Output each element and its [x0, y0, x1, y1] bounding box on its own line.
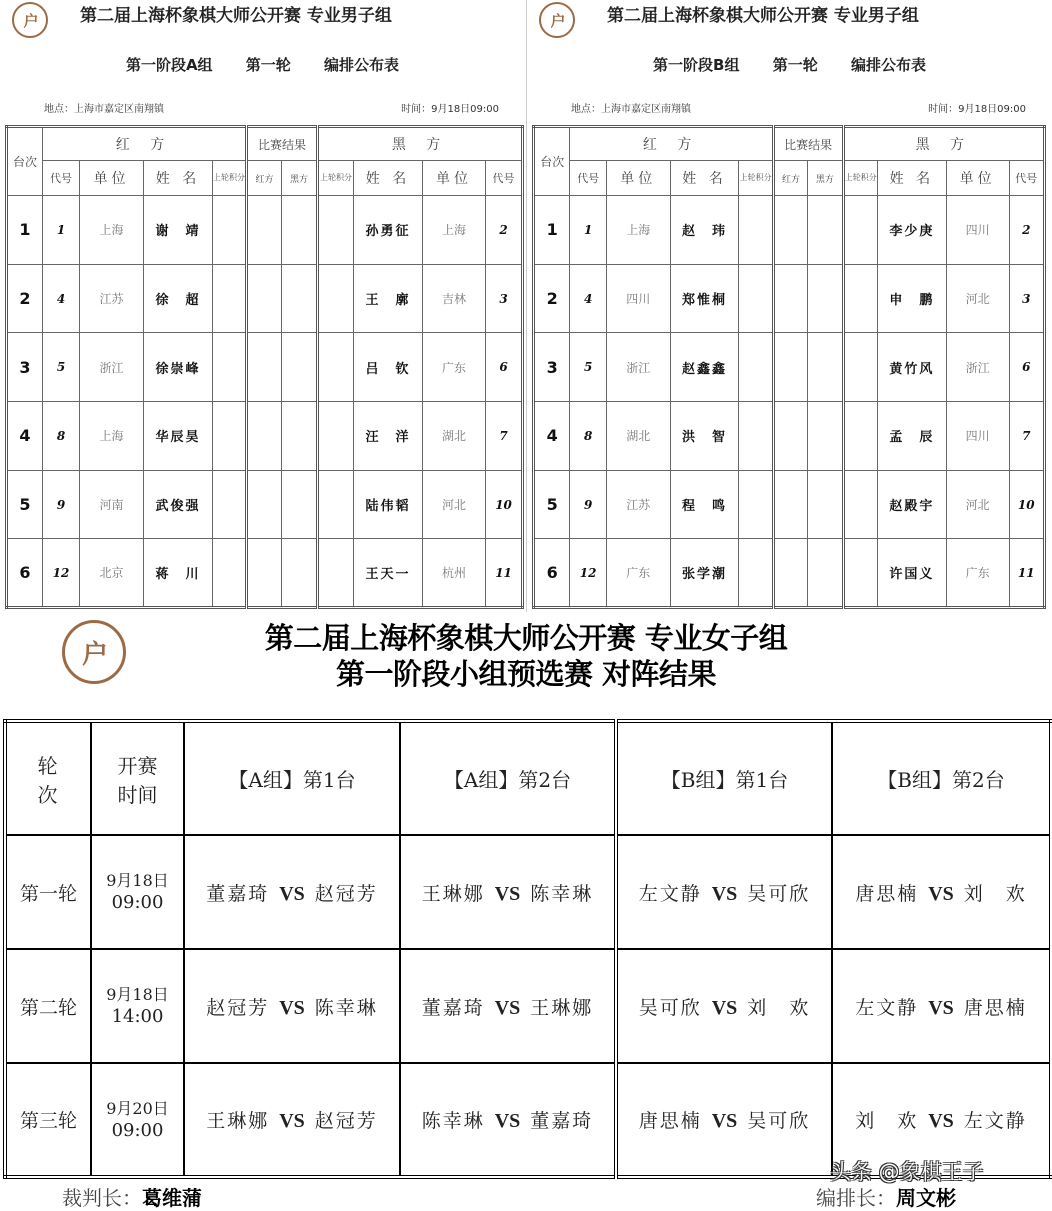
red-prev-score — [739, 264, 773, 333]
header-name: 姓 名 — [877, 161, 946, 196]
shanghai-cup-logo-icon: 户 — [12, 2, 48, 38]
red-player-name: 董嘉琦 — [421, 996, 485, 1019]
table-row — [534, 333, 1045, 402]
matchup-cell — [616, 949, 832, 1063]
red-unit: 上海 — [80, 196, 144, 265]
black-player-name: 董嘉琦 — [530, 1110, 594, 1132]
chief-arranger-name: 周文彬 — [896, 1186, 956, 1210]
red-code: 9 — [43, 470, 80, 539]
sheet-title: 第二届上海杯象棋大师公开赛 专业男子组 — [80, 6, 392, 26]
result-red-input[interactable] — [247, 196, 282, 265]
red-player-name: 唐思楠 — [855, 882, 919, 905]
black-prev-score — [843, 196, 877, 265]
header-result-red: 红方 — [247, 161, 282, 196]
black-player-name: 陈幸琳 — [530, 882, 594, 905]
header-start-time-line1: 开赛 — [117, 753, 158, 778]
black-unit: 广东 — [946, 539, 1009, 608]
black-player-name: 王 廓 — [354, 264, 423, 333]
matchup-cell — [616, 1063, 832, 1177]
round-label: 第一轮 — [245, 56, 291, 74]
result-red-input[interactable] — [247, 264, 282, 333]
red-prev-score — [213, 196, 247, 265]
red-unit: 浙江 — [80, 333, 144, 402]
start-clock: 09:00 — [111, 1119, 164, 1141]
red-unit: 江苏 — [80, 264, 144, 333]
result-red-input[interactable] — [247, 470, 282, 539]
black-player-name: 黄竹风 — [877, 333, 946, 402]
black-prev-score — [318, 402, 354, 471]
matchup-cell — [400, 949, 616, 1063]
matchup-cell — [832, 949, 1051, 1063]
header-code: 代号 — [486, 161, 523, 196]
red-unit: 四川 — [606, 264, 670, 333]
stage-label: 第一阶段B组 — [653, 56, 740, 74]
red-code: 4 — [570, 264, 606, 333]
black-unit: 广东 — [423, 333, 486, 402]
black-player-name: 孙勇征 — [354, 196, 423, 265]
black-code: 11 — [1009, 539, 1045, 608]
table-row — [7, 196, 523, 265]
black-code: 3 — [1009, 264, 1045, 333]
board-number: 1 — [534, 196, 570, 265]
black-code: 10 — [486, 470, 523, 539]
matchup-cell — [184, 949, 400, 1063]
red-player-name: 武俊强 — [144, 470, 213, 539]
red-code: 8 — [43, 402, 80, 471]
header-unit: 单位 — [80, 161, 144, 196]
black-code: 2 — [1009, 196, 1045, 265]
header-b-board-2: 【B组】第2台 — [832, 721, 1051, 835]
board-number: 1 — [7, 196, 43, 265]
vs-label: VS — [928, 1110, 954, 1132]
men-sheet-group-a — [0, 0, 525, 612]
red-player-name: 郑惟桐 — [670, 264, 739, 333]
header-code: 代号 — [1009, 161, 1045, 196]
black-code: 10 — [1009, 470, 1045, 539]
result-black-input[interactable] — [282, 333, 318, 402]
red-prev-score — [213, 264, 247, 333]
black-player-name: 左文静 — [963, 1110, 1027, 1132]
result-red-input[interactable] — [247, 402, 282, 471]
black-prev-score — [843, 470, 877, 539]
black-player-name: 陈幸琳 — [314, 996, 378, 1019]
start-time — [91, 949, 184, 1063]
pairing-table — [532, 125, 1046, 609]
black-code: 7 — [486, 402, 523, 471]
chief-arranger-label: 编排长： — [816, 1186, 896, 1210]
result-black-input[interactable] — [808, 264, 843, 333]
red-player-name: 左文静 — [855, 996, 919, 1019]
chief-arranger — [816, 1182, 956, 1211]
table-row — [534, 539, 1045, 608]
red-player-name: 唐思楠 — [638, 1110, 702, 1132]
vs-label: VS — [928, 996, 954, 1019]
matchup-cell — [184, 1063, 400, 1177]
red-prev-score — [739, 333, 773, 402]
black-prev-score — [843, 402, 877, 471]
red-unit: 北京 — [80, 539, 144, 608]
header-red-side: 红 方 — [43, 127, 247, 161]
header-name: 姓 名 — [354, 161, 423, 196]
result-black-input[interactable] — [808, 333, 843, 402]
red-prev-score — [739, 402, 773, 471]
red-code: 12 — [570, 539, 606, 608]
women-subtitle: 第一阶段小组预选赛 对阵结果 — [335, 657, 717, 691]
vs-label: VS — [494, 882, 521, 905]
red-player-name: 赵冠芳 — [206, 996, 270, 1019]
sheet-title: 第二届上海杯象棋大师公开赛 专业男子组 — [607, 6, 919, 26]
round-label: 第一轮 — [5, 835, 91, 949]
black-prev-score — [318, 264, 354, 333]
matchup-cell — [400, 835, 616, 949]
header-round: 轮 次 — [5, 721, 91, 835]
red-unit: 浙江 — [606, 333, 670, 402]
table-row — [534, 264, 1045, 333]
header-board: 台次 — [7, 127, 43, 196]
black-unit: 四川 — [946, 402, 1009, 471]
red-player-name: 王琳娜 — [206, 1110, 270, 1132]
table-row — [7, 264, 523, 333]
matchup-cell — [400, 1063, 616, 1177]
red-code: 1 — [570, 196, 606, 265]
red-code: 1 — [43, 196, 80, 265]
board-number: 5 — [534, 470, 570, 539]
header-b-board-1: 【B组】第1台 — [616, 721, 832, 835]
vs-label: VS — [711, 996, 738, 1019]
red-code: 12 — [43, 539, 80, 608]
table-row — [7, 470, 523, 539]
shanghai-cup-logo-icon: 户 — [62, 620, 126, 684]
header-a-board-1: 【A组】第1台 — [184, 721, 400, 835]
red-prev-score — [739, 196, 773, 265]
location-text: 地点：上海市嘉定区南翔镇 — [44, 104, 164, 115]
red-player-name: 张学潮 — [670, 539, 739, 608]
result-black-input[interactable] — [282, 539, 318, 608]
women-header — [0, 612, 1052, 712]
board-number: 4 — [7, 402, 43, 471]
watermark: 头条 @象棋王子 — [830, 1160, 984, 1184]
vs-label: VS — [279, 882, 305, 905]
red-player-name: 陈幸琳 — [421, 1110, 485, 1132]
table-row — [534, 470, 1045, 539]
board-number: 4 — [534, 402, 570, 471]
doc-label: 编排公布表 — [850, 56, 926, 74]
header-result-black: 黑方 — [282, 161, 318, 196]
vs-label: VS — [279, 996, 305, 1019]
black-prev-score — [843, 539, 877, 608]
chief-referee-name: 葛维蒲 — [142, 1186, 202, 1210]
red-player-name: 王琳娜 — [421, 882, 485, 905]
table-row — [7, 539, 523, 608]
red-code: 8 — [570, 402, 606, 471]
header-board: 台次 — [534, 127, 570, 196]
black-player-name: 赵殿宇 — [877, 470, 946, 539]
red-prev-score — [213, 470, 247, 539]
black-unit: 湖北 — [423, 402, 486, 471]
red-player-name: 吴可欣 — [638, 996, 702, 1019]
red-player-name: 蒋 川 — [144, 539, 213, 608]
black-prev-score — [318, 470, 354, 539]
round-label: 第一轮 — [772, 56, 818, 74]
vs-label: VS — [711, 1110, 738, 1132]
men-sheet-group-b — [526, 0, 1052, 612]
header-code: 代号 — [570, 161, 606, 196]
black-unit: 杭州 — [423, 539, 486, 608]
doc-label: 编排公布表 — [324, 56, 400, 74]
matchup-cell — [832, 835, 1051, 949]
header-result-red: 红方 — [773, 161, 807, 196]
header-prev-score: 上轮积分 — [318, 161, 354, 196]
black-code: 6 — [486, 333, 523, 402]
table-row — [5, 835, 1051, 949]
red-player-name: 徐 超 — [144, 264, 213, 333]
stage-label: 第一阶段A组 — [125, 56, 213, 74]
black-player-name: 王琳娜 — [530, 996, 594, 1019]
red-unit: 河南 — [80, 470, 144, 539]
black-prev-score — [843, 264, 877, 333]
red-unit: 上海 — [80, 402, 144, 471]
sheet-subtitle — [527, 54, 1052, 75]
header-name: 姓 名 — [670, 161, 739, 196]
result-red-input[interactable] — [773, 539, 807, 608]
red-unit: 上海 — [606, 196, 670, 265]
table-row — [534, 402, 1045, 471]
result-black-input[interactable] — [282, 264, 318, 333]
start-date: 9月18日 — [106, 985, 169, 1004]
black-player-name: 刘 欢 — [963, 882, 1027, 905]
pairing-table — [5, 125, 524, 609]
women-schedule-table — [3, 719, 1052, 1179]
shanghai-cup-logo-icon: 户 — [539, 2, 575, 38]
black-unit: 吉林 — [423, 264, 486, 333]
red-player-name: 谢 靖 — [144, 196, 213, 265]
red-player-name: 董嘉琦 — [206, 882, 270, 905]
board-number: 6 — [534, 539, 570, 608]
red-prev-score — [739, 470, 773, 539]
time-text: 时间：9月18日09:00 — [401, 104, 499, 115]
header-start-time-line2: 时间 — [117, 782, 158, 807]
women-title: 第二届上海杯象棋大师公开赛 专业女子组 — [264, 621, 788, 655]
black-prev-score — [318, 196, 354, 265]
result-red-input[interactable] — [773, 196, 807, 265]
matchup-cell — [184, 835, 400, 949]
black-player-name: 吴可欣 — [747, 882, 811, 905]
result-red-input[interactable] — [773, 402, 807, 471]
board-number: 3 — [7, 333, 43, 402]
black-unit: 河北 — [946, 264, 1009, 333]
start-clock: 09:00 — [111, 892, 164, 913]
red-prev-score — [213, 402, 247, 471]
chief-referee-label: 裁判长： — [62, 1186, 142, 1210]
board-number: 5 — [7, 470, 43, 539]
location-text: 地点：上海市嘉定区南翔镇 — [571, 104, 691, 115]
start-time — [91, 835, 184, 949]
result-red-input[interactable] — [247, 539, 282, 608]
vs-label: VS — [279, 1110, 305, 1132]
red-player-name: 赵鑫鑫 — [670, 333, 739, 402]
black-player-name: 吴可欣 — [747, 1110, 811, 1132]
red-player-name: 洪 智 — [670, 402, 739, 471]
black-unit: 四川 — [946, 196, 1009, 265]
black-player-name: 孟 辰 — [877, 402, 946, 471]
header-unit: 单位 — [946, 161, 1009, 196]
black-player-name: 唐思楠 — [963, 996, 1027, 1019]
round-label: 第二轮 — [5, 949, 91, 1063]
table-row — [5, 949, 1051, 1063]
black-unit: 河北 — [423, 470, 486, 539]
result-red-input[interactable] — [773, 470, 807, 539]
header-prev-score: 上轮积分 — [213, 161, 247, 196]
black-player-name: 吕 钦 — [354, 333, 423, 402]
result-red-input[interactable] — [773, 333, 807, 402]
board-number: 2 — [7, 264, 43, 333]
round-label: 第三轮 — [5, 1063, 91, 1177]
result-black-input[interactable] — [282, 196, 318, 265]
result-black-input[interactable] — [282, 402, 318, 471]
black-code: 7 — [1009, 402, 1045, 471]
header-result: 比赛结果 — [773, 127, 843, 161]
black-code: 11 — [486, 539, 523, 608]
black-prev-score — [318, 333, 354, 402]
red-player-name: 赵 玮 — [670, 196, 739, 265]
board-number: 2 — [534, 264, 570, 333]
vs-label: VS — [494, 1110, 521, 1132]
header-red-side: 红 方 — [570, 127, 773, 161]
header-code: 代号 — [43, 161, 80, 196]
black-code: 6 — [1009, 333, 1045, 402]
table-row — [7, 402, 523, 471]
red-unit: 广东 — [606, 539, 670, 608]
chief-referee — [62, 1182, 202, 1211]
red-player-name: 刘 欢 — [855, 1110, 919, 1132]
red-code: 4 — [43, 264, 80, 333]
black-unit: 浙江 — [946, 333, 1009, 402]
result-black-input[interactable] — [282, 470, 318, 539]
header-result: 比赛结果 — [247, 127, 318, 161]
black-player-name: 李少庚 — [877, 196, 946, 265]
start-clock: 14:00 — [111, 1006, 164, 1027]
board-number: 6 — [7, 539, 43, 608]
red-unit: 湖北 — [606, 402, 670, 471]
black-player-name: 许国义 — [877, 539, 946, 608]
result-black-input[interactable] — [808, 196, 843, 265]
result-black-input[interactable] — [808, 470, 843, 539]
black-prev-score — [843, 333, 877, 402]
vs-label: VS — [494, 996, 521, 1019]
red-code: 5 — [570, 333, 606, 402]
black-player-name: 赵冠芳 — [314, 1110, 378, 1132]
red-prev-score — [213, 333, 247, 402]
black-code: 3 — [486, 264, 523, 333]
black-prev-score — [318, 539, 354, 608]
result-black-input[interactable] — [808, 539, 843, 608]
black-player-name: 申 鹏 — [877, 264, 946, 333]
red-player-name: 程 鸣 — [670, 470, 739, 539]
result-red-input[interactable] — [773, 264, 807, 333]
header-a-board-2: 【A组】第2台 — [400, 721, 616, 835]
header-start-time — [91, 721, 184, 835]
black-player-name: 刘 欢 — [747, 996, 811, 1019]
header-black-side: 黑 方 — [843, 127, 1044, 161]
black-unit: 上海 — [423, 196, 486, 265]
black-player-name: 汪 洋 — [354, 402, 423, 471]
header-result-black: 黑方 — [808, 161, 843, 196]
red-player-name: 左文静 — [638, 882, 702, 905]
black-unit: 河北 — [946, 470, 1009, 539]
header-prev-score: 上轮积分 — [843, 161, 877, 196]
sheet-subtitle — [0, 54, 525, 75]
start-date: 9月20日 — [106, 1098, 169, 1118]
black-player-name: 王天一 — [354, 539, 423, 608]
header-prev-score: 上轮积分 — [739, 161, 773, 196]
black-player-name: 赵冠芳 — [314, 882, 378, 905]
red-player-name: 华辰昊 — [144, 402, 213, 471]
start-time — [91, 1063, 184, 1177]
red-unit: 江苏 — [606, 470, 670, 539]
red-prev-score — [213, 539, 247, 608]
result-red-input[interactable] — [247, 333, 282, 402]
red-prev-score — [739, 539, 773, 608]
table-row — [534, 196, 1045, 265]
header-unit: 单位 — [606, 161, 670, 196]
vs-label: VS — [711, 882, 738, 905]
red-code: 9 — [570, 470, 606, 539]
red-player-name: 徐崇峰 — [144, 333, 213, 402]
red-code: 5 — [43, 333, 80, 402]
start-date: 9月18日 — [106, 871, 169, 890]
black-code: 2 — [486, 196, 523, 265]
header-black-side: 黑 方 — [318, 127, 523, 161]
time-text: 时间：9月18日09:00 — [928, 104, 1026, 115]
header-name: 姓 名 — [144, 161, 213, 196]
header-unit: 单位 — [423, 161, 486, 196]
board-number: 3 — [534, 333, 570, 402]
black-player-name: 陆伟韬 — [354, 470, 423, 539]
vs-label: VS — [928, 882, 954, 905]
matchup-cell — [616, 835, 832, 949]
result-black-input[interactable] — [808, 402, 843, 471]
table-row — [7, 333, 523, 402]
